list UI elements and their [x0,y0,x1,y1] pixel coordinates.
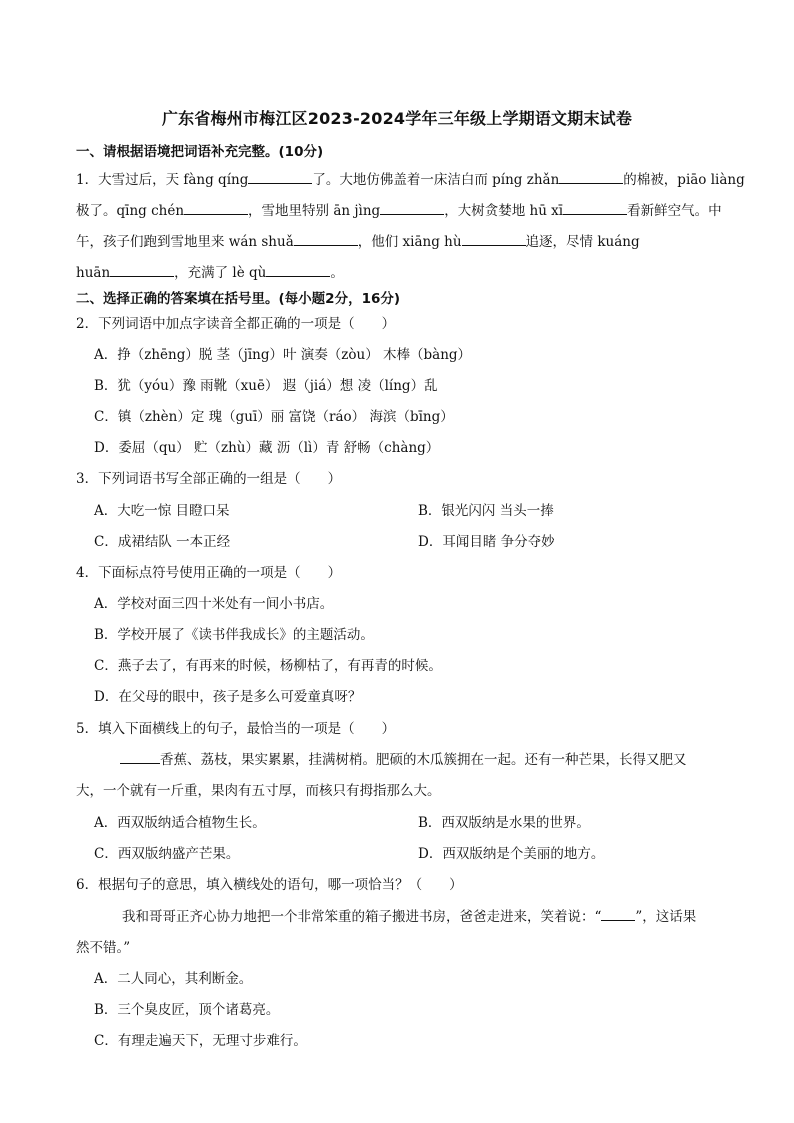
answer-blank[interactable] [248,171,312,184]
q1-text: 极了。qīng chén [76,203,185,219]
q1-line-3 [76,230,640,250]
q4-stem: 4．下面标点符号使用正确的一项是（ ） [76,565,342,581]
answer-blank[interactable] [601,908,635,921]
q6-option-b[interactable]: B．三个臭皮匠，顶个诸葛亮。 [94,1002,280,1018]
q5-option-a[interactable]: A．西双版纳适合植物生长。 [94,815,266,831]
q6-passage-line-2: 然不错。” [76,940,131,956]
answer-blank[interactable] [559,171,623,184]
q1-text: 追逐，尽情 kuáng [525,234,640,250]
q3-option-c[interactable]: C．成裙结队 一本正经 [94,534,231,550]
q1-text: huān [76,265,111,281]
answer-blank[interactable] [563,202,627,215]
section2-heading: 二、选择正确的答案填在括号里。(每小题2分，16分) [76,291,401,307]
q1-text: 看新鲜空气。中 [627,203,722,219]
q1-text: 了。大地仿佛盖着一床洁白而 píng zhǎn [312,172,560,188]
q6-option-c[interactable]: C．有理走遍天下，无理寸步难行。 [94,1033,307,1049]
q1-text: 午，孩子们跑到雪地里来 wán shuǎ [76,234,294,250]
answer-blank[interactable] [294,233,358,246]
q2-option-c[interactable]: C．镇（zhèn）定 瑰（guī）丽 富饶（ráo） 海滨（bīng） [94,409,454,425]
q5-passage-line-1 [120,748,687,768]
q1-text: 1．大雪过后，天 fàng qíng [76,172,249,188]
q1-line-2 [76,199,722,219]
q5-stem: 5．填入下面横线上的句子，最恰当的一项是（ ） [76,721,396,737]
q1-text: 的棉被，piāo liàng [623,172,745,188]
q5-passage-text: 香蕉、荔枝，果实累累，挂满树梢。肥硕的木瓜簇拥在一起。还有一种芒果，长得又肥又 [160,752,687,768]
q1-text: ，他们 xiāng hù [357,234,462,250]
answer-blank[interactable] [380,202,444,215]
q4-option-b[interactable]: B．学校开展了《读书伴我成长》的主题活动。 [94,627,374,643]
q4-option-d[interactable]: D．在父母的眼中，孩子是多么可爱童真呀？ [94,689,362,705]
q2-option-a[interactable]: A．挣（zhēng）脱 茎（jīng）叶 演奏（zòu） 木棒（bàng） [94,347,472,363]
q3-option-a[interactable]: A．大吃一惊 目瞪口呆 [94,503,230,519]
q4-option-a[interactable]: A．学校对面三四十米处有一间小书店。 [94,596,334,612]
q5-option-d[interactable]: D．西双版纳是个美丽的地方。 [418,846,605,862]
answer-blank[interactable] [266,264,330,277]
q5-option-b[interactable]: B．西双版纳是水果的世界。 [418,815,590,831]
q1-line-1 [76,168,745,188]
q1-text: ，充满了 lè qù [174,265,267,281]
q1-text: ，大树贪婪地 hū xī [444,203,564,219]
q6-passage-line-1 [122,905,696,925]
q4-option-c[interactable]: C．燕子去了，有再来的时候，杨柳枯了，有再青的时候。 [94,658,442,674]
q6-stem: 6．根据句子的意思，填入横线处的语句，哪一项恰当？（ ） [76,877,463,893]
q6-passage-text: ”，这话果 [635,909,697,925]
q3-option-d[interactable]: D．耳闻目睹 争分夺妙 [418,534,555,550]
q1-text: ，雪地里特别 ān jìng [248,203,381,219]
answer-blank[interactable] [462,233,526,246]
q6-passage-text: 我和哥哥正齐心协力地把一个非常笨重的箱子搬进书房，爸爸走进来，笑着说：“ [122,909,602,925]
answer-blank[interactable] [184,202,248,215]
q1-line-4 [76,261,344,281]
section1-heading: 一、请根据语境把词语补充完整。(10分) [76,144,324,160]
q3-option-b[interactable]: B．银光闪闪 当头一捧 [418,503,554,519]
answer-blank[interactable] [120,751,160,764]
q5-option-c[interactable]: C．西双版纳盛产芒果。 [94,846,240,862]
answer-blank[interactable] [110,264,174,277]
q3-stem: 3．下列词语书写全部正确的一组是（ ） [76,471,342,487]
q2-option-d[interactable]: D．委屈（qu） 贮（zhù）藏 沥（lì）青 舒畅（chàng） [94,440,440,456]
q5-passage-line-2: 大，一个就有一斤重，果肉有五寸厚，而核只有拇指那么大。 [76,783,441,799]
q2-stem: 2．下列词语中加点字读音全都正确的一项是（ ） [76,316,396,332]
page-title: 广东省梅州市梅江区2023-2024学年三年级上学期语文期末试卷 [161,109,633,128]
q2-option-b[interactable]: B．犹（yóu）豫 雨靴（xuē） 遐（jiá）想 凌（líng）乱 [94,378,438,394]
q6-option-a[interactable]: A．二人同心，其利断金。 [94,971,253,987]
q1-text: 。 [330,265,344,281]
